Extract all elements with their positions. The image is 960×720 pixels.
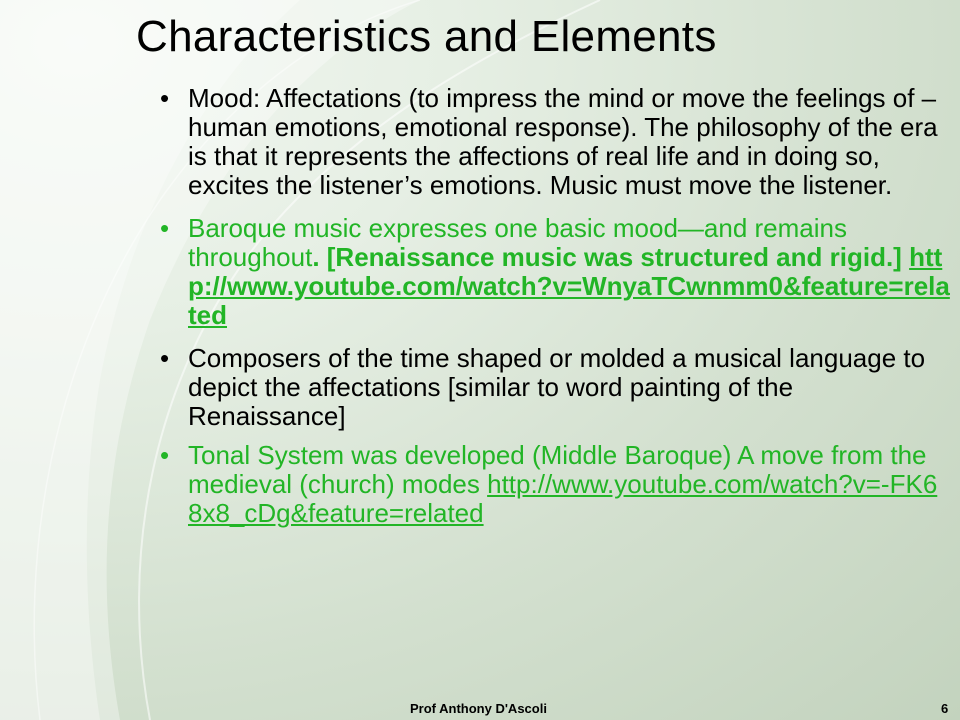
bullet-marker: • [160, 440, 170, 470]
bullet-marker: • [160, 83, 170, 113]
youtube-link[interactable]: http://www.youtube.com/watch?v=WnyaTCwnmm0&feature=related [188, 242, 950, 330]
youtube-link[interactable]: http://www.youtube.com/watch?v=-FK68x8_cDg&feature=related [188, 469, 938, 528]
bullet-text: Composers of the time shaped or molded a musical language to depict the affectations [similar to word painting of the Renaissance] [188, 343, 926, 431]
footer-author: Prof Anthony D'Ascoli [410, 701, 547, 716]
slide-title: Characteristics and Elements [136, 12, 717, 61]
bullet-item-composers [160, 344, 950, 431]
bullet-marker: • [160, 343, 170, 373]
bullet-bold-text: . [Renaissance music was structured and rigid.] [312, 242, 902, 272]
bullet-text: Mood: Affectations (to impress the mind or move the feelings of –human emotions, emotional response). The philosophy of the era is that it represents the affections of real life and in doing so, excites the listener’s emotions. Music must move the listener. [188, 83, 938, 200]
bullet-item-tonal-system [160, 441, 950, 528]
bullet-list [160, 84, 950, 542]
page-number: 6 [941, 701, 949, 716]
bullet-item-baroque-mood [160, 214, 950, 330]
bullet-text: Tonal System was developed (Middle Baroque) A move from the medieval (church) modes [188, 440, 927, 499]
bullet-item-mood [160, 84, 950, 200]
bullet-text: Baroque music expresses one basic mood—and remains throughout [188, 213, 848, 272]
bullet-marker: • [160, 213, 170, 243]
